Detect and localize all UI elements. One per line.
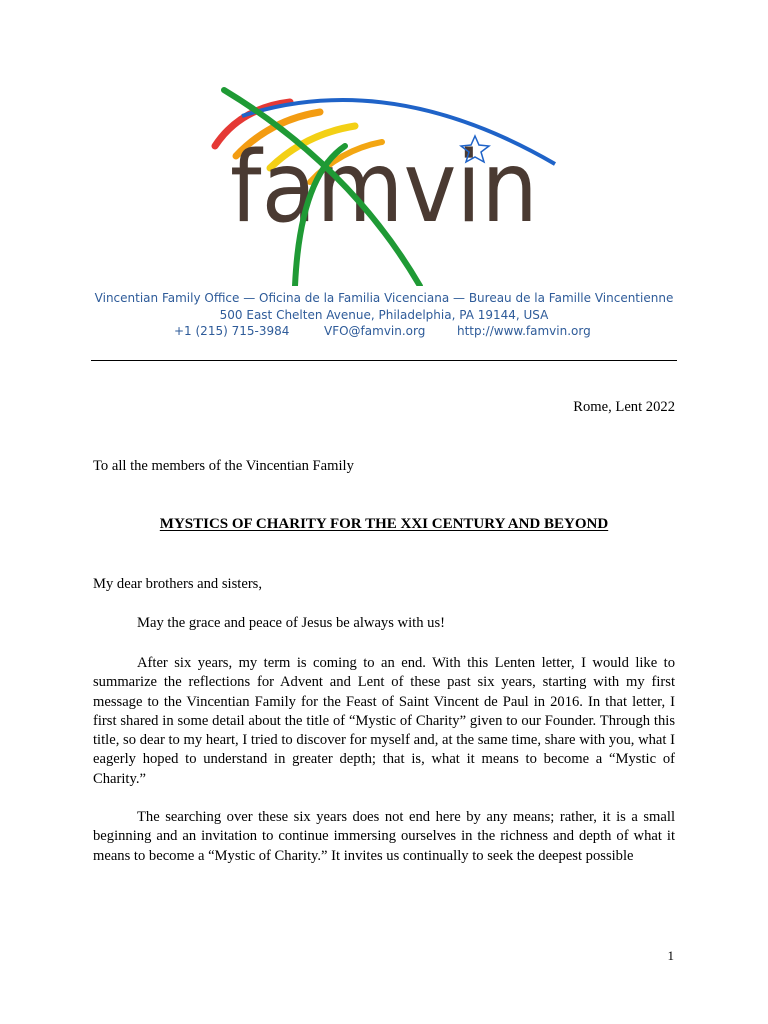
letter-greeting: My dear brothers and sisters, [93, 576, 263, 592]
paragraph-blessing: May the grace and peace of Jesus be always with us! [137, 615, 445, 631]
letter-addressee: To all the members of the Vincentian Family [93, 458, 354, 474]
address-line: 500 East Chelten Avenue, Philadelphia, PA 19144, USA [219, 308, 549, 322]
logo-wordmark: famvin [230, 131, 538, 245]
famvin-logo [210, 86, 560, 286]
letter-date: Rome, Lent 2022 [573, 399, 675, 415]
phone-number: +1 (215) 715-3984 [174, 324, 290, 338]
email-link[interactable]: VFO@famvin.org [324, 324, 426, 338]
office-line: Vincentian Family Office — Oficina de la Familia Vicenciana — Bureau de la Famille Vincentienne [94, 291, 674, 305]
page-number: 1 [667, 948, 674, 963]
website-link[interactable]: http://www.famvin.org [457, 324, 591, 338]
header-divider [91, 360, 677, 361]
paragraph-searching: The searching over these six years does not end here by any means; rather, it is a small beginning and an invitation to continue immersing ourselves in the richness and depth of what it means to become a “Mystic of Charity.” It invites us continually to seek the deepest possible [93, 809, 675, 864]
paragraph-intro: After six years, my term is coming to an end. With this Lenten letter, I would like to summarize the reflections for Advent and Lent of these past six years, starting with my first message to the Vincentian Family for the Feast of Saint Vincent de Paul in 2016. In that letter, I first shared in some detail about the title of “Mystic of Charity” given to our Founder. Through this title, so dear to my heart, I tried to discover for myself and, at the same time, share with you, what I eagerly hoped to understand in greater depth; that is, what it means to become a “Mystic of Charity.” [93, 655, 675, 787]
contact-line [174, 324, 614, 342]
letter-title: MYSTICS OF CHARITY FOR THE XXI CENTURY AND BEYOND [159, 516, 609, 532]
